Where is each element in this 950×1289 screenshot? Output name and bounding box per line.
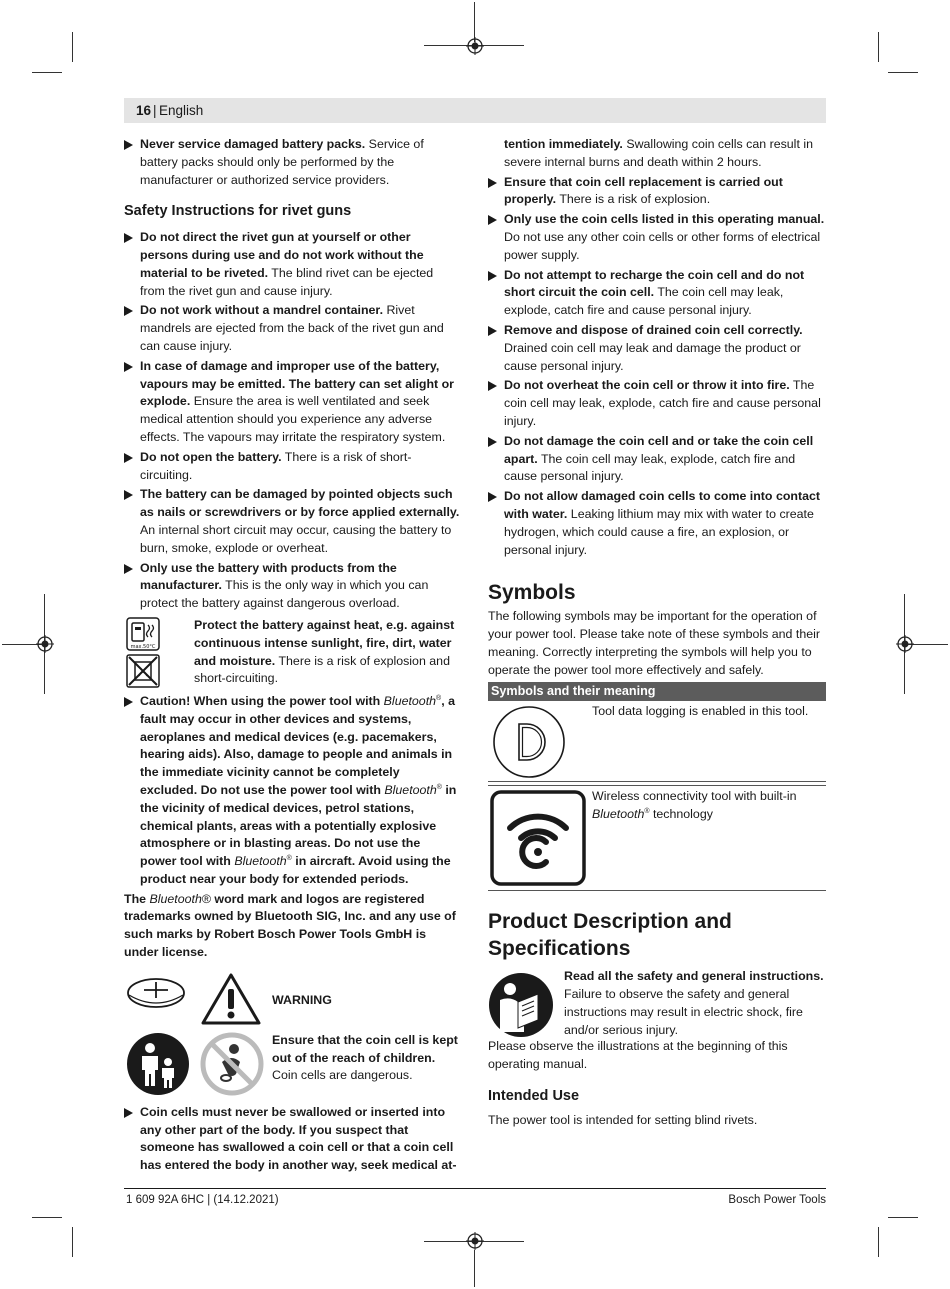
item-bold: Do not damage the coin cell and or take the coin cell apart. [504, 433, 814, 466]
item-text: Service of battery packs should only be performed by the manufacturer or authorized service providers. [140, 137, 424, 187]
page-header [124, 98, 826, 123]
item-text: The coin cell may leak, explode, catch fire and cause personal injury. [504, 451, 796, 484]
item-text: Rivet mandrels are ejected from the back of the rivet gun and can cause injury. [140, 303, 444, 353]
item-bold: Only use the coin cells listed in this operating manual. [504, 212, 825, 227]
crop-mark [474, 2, 475, 42]
symbol-description [592, 788, 826, 824]
list-item-continued [488, 136, 826, 172]
right-column [488, 136, 826, 1130]
registration-mark-icon [896, 635, 914, 653]
registered-mark: ® [201, 891, 211, 906]
heading-line: Product Description and [488, 910, 732, 934]
item-bold: tention immediately. [504, 137, 623, 151]
section-heading-product [488, 908, 826, 962]
list-item [488, 322, 826, 375]
crop-mark [908, 644, 948, 645]
registered-mark: ® [644, 807, 650, 815]
item-bold: Do not direct the rivet gun at yourself or other persons during use and do not work without the material to be riveted. [140, 230, 424, 280]
crop-mark [888, 72, 918, 73]
crop-mark [878, 32, 879, 62]
read-instructions-text [564, 968, 826, 1039]
footer-brand: Bosch Power Tools [728, 1194, 826, 1206]
symbols-table-row [488, 785, 826, 891]
footer-rule [124, 1188, 826, 1189]
symbol-text: Wireless connectivity tool with built-in [592, 789, 797, 804]
item-bold: Coin cells must never be swallowed or inserted into any other part of the body. If you suspect that someone has swallowed a coin cell or that a coin cell has entered the body in another way, seek medical at- [140, 1104, 457, 1173]
bluetooth-connectivity-icon [490, 790, 586, 886]
crop-mark [878, 1227, 879, 1257]
item-bold: Only use the battery with products from the manufacturer. [140, 560, 397, 593]
coin-cell-icon [126, 976, 186, 1010]
item-bold: Protect the battery against heat, e.g. against continuous intense sunlight, fire, dirt, water and moisture. [194, 617, 455, 668]
registered-mark: ® [436, 694, 442, 702]
trademark-notice [124, 891, 460, 962]
heading-line: Specifications [488, 937, 631, 961]
registered-mark: ® [286, 854, 292, 862]
intended-use-text: The power tool is intended for setting blind rivets. [488, 1112, 758, 1127]
registered-mark: ® [436, 783, 442, 791]
header-separator: | [153, 103, 157, 118]
item-bold: In case of damage and improper use of the battery, vapours may be emitted. The battery can set alight or explode. [140, 358, 454, 409]
footer-doc-id: 1 609 92A 6HC | (14.12.2021) [126, 1194, 279, 1206]
heat-warning-text [194, 617, 462, 688]
item-text: Drained coin cell may leak and damage the product or cause personal injury. [504, 340, 801, 373]
item-bold: Never service damaged battery packs. [140, 137, 366, 151]
no-swallow-icon [200, 1032, 264, 1096]
item-bold: in aircraft. Avoid using the product near your body for extended periods. [140, 854, 451, 886]
registration-mark-icon [466, 37, 484, 55]
header-language: English [159, 103, 204, 118]
item-bold: Do not attempt to recharge the coin cell and do not short circuit the coin cell. [504, 267, 805, 300]
item-bold: Read all the safety and general instructions. [564, 969, 824, 984]
list-item [488, 267, 826, 320]
bluetooth-word: Bluetooth [384, 782, 437, 797]
item-text: Ensure the area is well ventilated and seek medical attention should you experience any adverse effects. The vapours may irritate the respiratory system. [140, 394, 446, 444]
section-heading-rivet: Safety Instructions for rivet guns [124, 203, 352, 220]
warning-triangle-icon [200, 972, 262, 1026]
item-bold: Ensure that the coin cell is kept out of the reach of children. [272, 1032, 458, 1065]
item-text: An internal short circuit may occur, causing the battery to burn, smoke, explode or overheat. [140, 522, 452, 555]
item-bold: Ensure that coin cell replacement is carried out properly. [504, 174, 783, 207]
symbols-table-header: Symbols and their meaning [488, 682, 826, 702]
illustrations-note: Please observe the illustrations at the beginning of this operating manual. [488, 1039, 788, 1072]
item-text: Swallowing coin cells can result in severe internal burns and death within 2 hours. [504, 137, 813, 169]
bluetooth-word: Bluetooth [383, 693, 437, 708]
crop-mark [32, 72, 62, 73]
registration-mark-icon [466, 1232, 484, 1250]
item-text: Leaking lithium may mix with water to create hydrogen, which could cause a fire, an explosion, or personal injury. [504, 506, 814, 557]
symbol-description: Tool data logging is enabled in this tool. [592, 704, 809, 719]
item-bold: Remove and dispose of drained coin cell correctly. [504, 322, 803, 337]
list-item [488, 377, 826, 430]
list-item [488, 211, 826, 264]
symbols-table-row [488, 701, 826, 782]
item-bold: The battery can be damaged by pointed objects such as nails or screwdrivers or by force applied externally. [140, 487, 460, 520]
item-text: There is a risk of explosion and short-circuiting. [194, 653, 450, 686]
trademark-text: word mark and logos are registered trademarks owned by Bluetooth SIG, Inc. and any use of such marks by Robert Bosch Power Tools GmbH is under license. [124, 891, 456, 960]
heat-warning-block [124, 617, 460, 689]
page-number: 16 [136, 103, 152, 118]
item-text: This is the only way in which you can protect the battery against dangerous overload. [140, 578, 429, 611]
data-logging-icon [491, 704, 567, 780]
bluetooth-word: Bluetooth [234, 854, 287, 869]
list-item [124, 302, 460, 355]
list-item [488, 433, 826, 486]
read-manual-icon [488, 972, 554, 1038]
crop-mark [474, 1250, 475, 1287]
list-item-bluetooth [124, 693, 460, 889]
list-item [488, 174, 826, 210]
item-bold: Do not allow damaged coin cells to come into contact with water. [504, 489, 821, 521]
keep-away-children-icon [126, 1032, 190, 1096]
item-bold: , a fault may occur in other devices and systems, aeroplanes and medical devices (e.g. pacemakers, hearing aids). Also, damage to people and animals in the immediate vicinity cannot be completely excluded. Do not use the power tool with [140, 693, 455, 797]
list-item [124, 136, 460, 189]
bluetooth-word: Bluetooth [592, 807, 645, 822]
item-text: Failure to observe the safety and general instructions may result in electric shock, fire and/or serious injury. [564, 987, 803, 1037]
bluetooth-word: Bluetooth [149, 891, 202, 906]
item-text: There is a risk of explosion. [556, 192, 711, 207]
item-text: The blind rivet can be ejected from the rivet gun and cause injury. [140, 265, 434, 298]
crop-mark [888, 1217, 918, 1218]
list-item [124, 358, 460, 447]
trademark-text: The [124, 891, 150, 906]
section-heading-symbols: Symbols [488, 581, 576, 605]
item-text: The coin cell may leak, explode, catch fire and cause personal injury. [504, 378, 821, 428]
item-bold: Caution! When using the power tool with [140, 693, 384, 708]
no-fire-water-icon [126, 654, 160, 688]
item-text: Coin cells are dangerous. [272, 1068, 413, 1083]
crop-mark [72, 1227, 73, 1257]
symbol-text: technology [649, 807, 713, 822]
read-instructions-block [488, 968, 826, 1038]
children-warning-text [272, 1032, 462, 1085]
symbols-table [488, 682, 826, 892]
registration-mark-icon [36, 635, 54, 653]
item-text: Do not use any other coin cells or other forms of electrical power supply. [504, 229, 821, 262]
list-item [124, 1104, 460, 1175]
item-bold: Do not open the battery. [140, 449, 282, 464]
list-item [124, 560, 460, 613]
list-item [124, 449, 460, 485]
list-item [488, 488, 826, 559]
coin-cell-warning-block [124, 972, 460, 1098]
item-bold: in the vicinity of medical devices, petrol stations, chemical plants, areas with a potentially explosive atmosphere or in blasting areas. Do not use the power tool with [140, 782, 457, 869]
crop-mark [32, 1217, 62, 1218]
crop-mark [72, 32, 73, 62]
item-text: There is a risk of short-circuiting. [140, 449, 412, 482]
item-bold: Do not work without a mandrel container. [140, 303, 384, 318]
section-heading-intended-use: Intended Use [488, 1087, 580, 1104]
symbols-intro: The following symbols may be important for the operation of your power tool. Please take note of these symbols and their meaning. Correctly interpreting the symbols will help you to operate the power tool more effectively and safely. [488, 609, 820, 677]
heat-protection-icon [126, 617, 160, 651]
item-bold: Do not overheat the coin cell or throw it into fire. [504, 378, 790, 393]
list-item [124, 486, 460, 557]
warning-label: WARNING [272, 992, 332, 1007]
list-item [124, 229, 460, 300]
item-text: The coin cell may leak, explode, catch fire and cause personal injury. [504, 285, 784, 318]
left-column [124, 136, 460, 1177]
heat-icon-label: max.50°C [130, 643, 156, 650]
